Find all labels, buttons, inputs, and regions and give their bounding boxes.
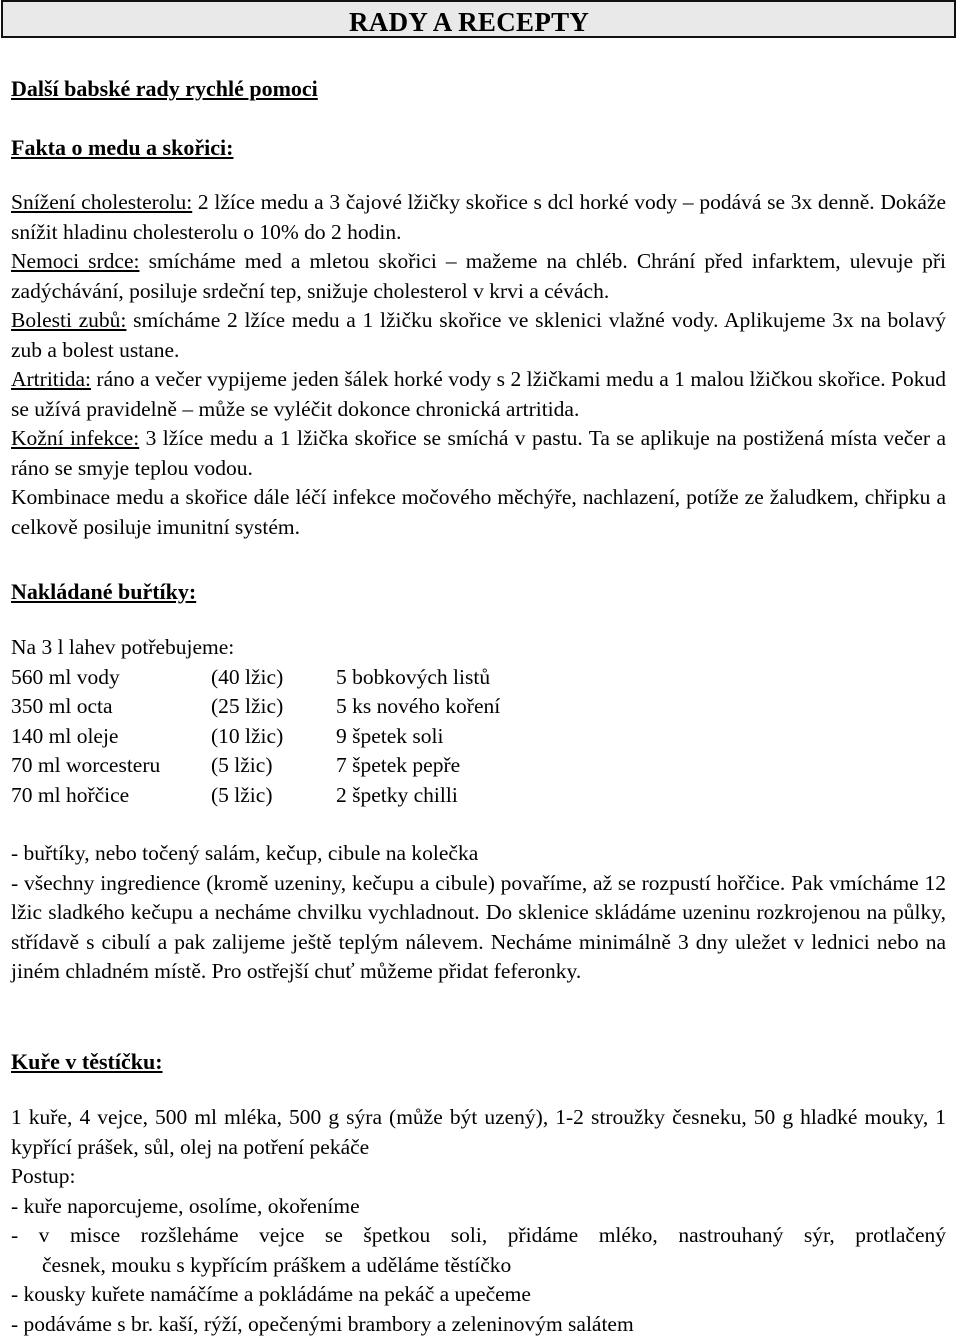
header-banner [1, 0, 956, 38]
procedure-step-continued: česnek, mouku s kypřícím práškem a uděláme těstíčko [42, 1252, 512, 1277]
procedure-step: - kuře naporcujeme, osolíme, okořeníme [11, 1193, 360, 1218]
ingredient-spice: 9 špetek soli [336, 723, 444, 748]
ingredients-intro: Na 3 l lahev potřebujeme: [11, 635, 235, 659]
ingredient-amount: 560 ml vody [11, 664, 120, 689]
page-title: RADY A RECEPTY [349, 7, 590, 37]
ingredient-amount: 70 ml hořčice [11, 782, 130, 807]
ingredient-row [11, 663, 946, 693]
subheading-honey-cinnamon: Fakta o medu a skořici: [11, 135, 234, 160]
fact-text: smícháme 2 lžíce medu a 1 lžičku skořice ve sklenici vlažné vody. Aplikujeme 3x na bolavý zub a bolest ustane. [11, 308, 947, 362]
fact-paragraph [11, 306, 946, 365]
procedure-step: - podáváme s br. kaší, rýží, opečenými brambory a zeleninovým salátem [11, 1311, 634, 1336]
fact-text: ráno a večer vypijeme jeden šálek horké vody s 2 lžičkami medu a 1 malou lžičkou skořice. Pokud se užívá pravidelně – může se vyléčit dokonce chronická artritida. [11, 367, 946, 421]
ingredient-spoons: (10 lžic) [211, 723, 284, 748]
ingredient-amount: 70 ml worcesteru [11, 753, 161, 777]
fact-label: Bolesti zubů: [11, 308, 127, 332]
ingredient-row [11, 722, 946, 752]
ingredient-spice: 5 bobkových listů [336, 664, 491, 689]
section-heading-chicken-batter: Kuře v těstíčku: [11, 1049, 163, 1074]
ingredient-amount: 140 ml oleje [11, 723, 119, 748]
ingredient-spoons: (25 lžic) [211, 694, 284, 718]
section-heading-pickled-sausages: Nakládané buřtíky: [11, 579, 197, 604]
section-heading-tips: Další babské rady rychlé pomoci [11, 76, 318, 101]
fact-label: Snížení cholesterolu: [11, 190, 193, 214]
recipe-step: - buřtíky, nebo točený salám, kečup, cibule na kolečka [11, 841, 479, 865]
recipe-step: - všechny ingredience (kromě uzeniny, kečupu a cibule) povaříme, až se rozpustí hořčice. Pak vmícháme 12 lžic sladkého kečupu a necháme chvilku vychladnout. Do sklenice skládáme uzeninu rozkrojenou na půlky, střídavě s cibulí a pak zalijeme ještě teplým nálevem. Necháme minimálně 3 dny uležet v lednici nebo na jiném chladném místě. Pro ostřejší chuť můžeme přidat feferonky. [11, 870, 946, 983]
fact-text: 3 lžíce medu a 1 lžička skořice se smíchá v pastu. Ta se aplikuje na postižená místa večer a ráno se smyje teplou vodou. [11, 426, 946, 480]
ingredient-spoons: (40 lžic) [211, 664, 284, 689]
ingredient-row [11, 781, 946, 811]
ingredient-spice: 5 ks nového koření [336, 694, 501, 718]
closing-paragraph: Kombinace medu a skořice dále léčí infekce močového měchýře, nachlazení, potíže ze žaludkem, chřipku a celkově posiluje imunitní systém. [11, 485, 946, 539]
fact-text: smícháme med a mletou skořici – mažeme na chléb. Chrání před infarktem, ulevuje při zadýchávání, posiluje srdeční tep, snižuje cholesterol v krvi a cévách. [11, 249, 946, 303]
fact-label: Kožní infekce: [11, 426, 140, 450]
procedure-step: - kousky kuřete namáčíme a pokládáme na pekáč a upečeme [11, 1282, 531, 1306]
chicken-ingredients: 1 kuře, 4 vejce, 500 ml mléka, 500 g sýra (může být uzený), 1-2 stroužky česneku, 50 g hladké mouky, 1 kypřící prášek, sůl, olej na potření pekáče [11, 1105, 946, 1159]
fact-label: Artritida: [11, 367, 92, 391]
procedure-label: Postup: [11, 1164, 76, 1188]
ingredient-spoons: (5 lžic) [211, 782, 273, 807]
honey-cinnamon-facts [11, 188, 946, 542]
ingredient-row [11, 751, 946, 781]
fact-paragraph [11, 188, 946, 247]
fact-text: 2 lžíce medu a 3 čajové lžičky skořice s dcl horké vody – podává se 3x denně. Dokáže snížit hladinu cholesterolu o 10% do 2 hodin. [11, 190, 946, 244]
ingredient-spice: 7 špetek pepře [336, 753, 461, 777]
fact-paragraph [11, 424, 946, 483]
pickled-sausages-recipe [11, 633, 946, 987]
ingredient-amount: 350 ml octa [11, 694, 113, 718]
chicken-batter-recipe [11, 1103, 946, 1339]
procedure-step: - v misce rozšleháme vejce se špetkou soli, přidáme mléko, nastrouhaný sýr, protlačený [11, 1223, 946, 1247]
ingredient-spoons: (5 lžic) [211, 753, 273, 777]
fact-label: Nemoci srdce: [11, 249, 140, 273]
ingredient-row [11, 692, 946, 722]
ingredient-spice: 2 špetky chilli [336, 782, 458, 807]
fact-paragraph [11, 365, 946, 424]
fact-paragraph [11, 247, 946, 306]
